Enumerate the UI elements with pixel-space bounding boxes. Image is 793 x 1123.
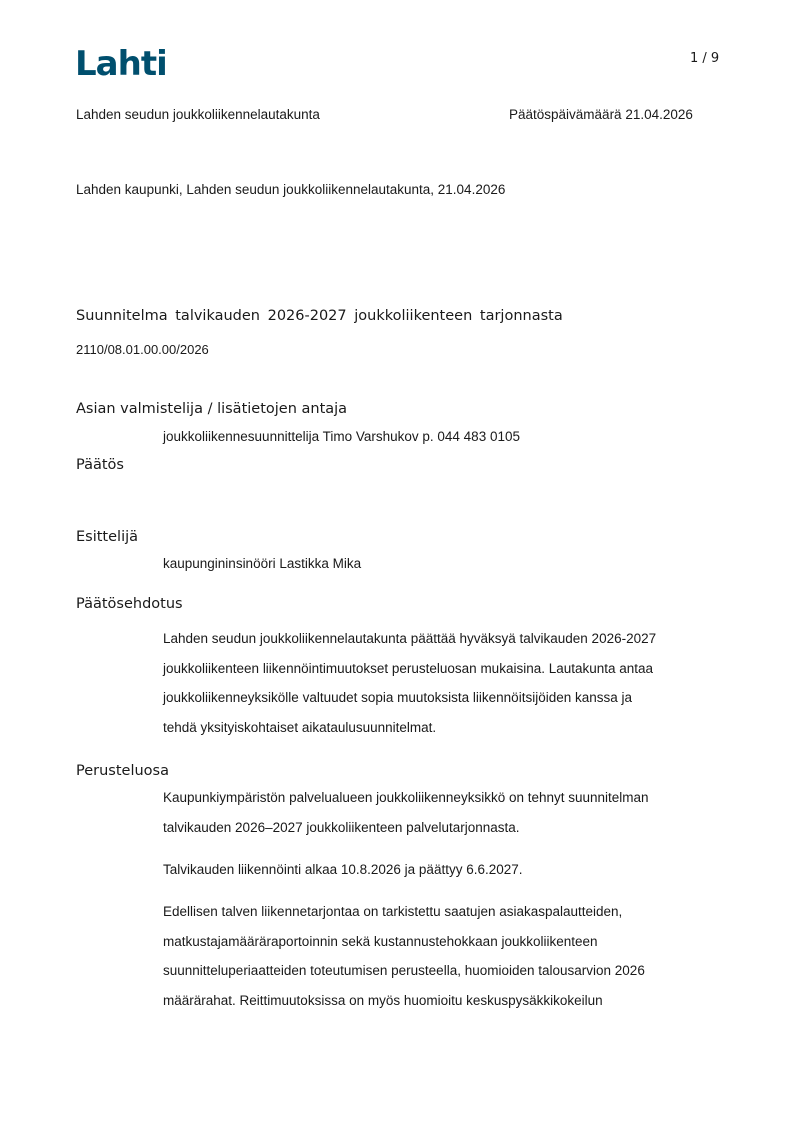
rationale-line: Kaupunkiympäristön palvelualueen joukkoliikenneyksikkö on tehnyt suunnitelman: [163, 790, 649, 805]
lahti-logo: Lahti: [75, 44, 167, 84]
rationale-line: talvikauden 2026–2027 joukkoliikenteen palvelutarjonnasta.: [163, 819, 520, 835]
proposal-line: joukkoliikenneyksikölle valtuudet sopia muutoksista liikennöitsijöiden kanssa ja: [163, 690, 633, 705]
decision-heading: Päätös: [76, 457, 124, 473]
proposal-line: joukkoliikenteen liikennöintimuutokset perusteluosan mukaisina. Lautakunta antaa: [163, 660, 654, 676]
preparer-value: joukkoliikennesuunnittelija Timo Varshukov p. 044 483 0105: [163, 429, 520, 444]
rationale-paragraph-3: [163, 897, 723, 1015]
document-title: Suunnitelma talvikauden 2026-2027 joukkoliikenteen tarjonnasta: [76, 308, 563, 324]
document-reference: 2110/08.01.00.00/2026: [76, 342, 209, 357]
rationale-line: suunnitteluperiaatteiden toteutumisen perusteella, huomioiden talousarvion 2026: [163, 963, 645, 978]
rationale-heading: Perusteluosa: [76, 763, 169, 779]
rationale-paragraph-1: [163, 783, 723, 842]
proposal-heading: Päätösehdotus: [76, 596, 183, 612]
page-number: 1 / 9: [690, 51, 720, 66]
rationale-line: matkustajamääräraportoinnin sekä kustannustehokkaan joukkoliikenteen: [163, 933, 598, 949]
rationale-line: Talvikauden liikennöinti alkaa 10.8.2026 ja päättyy 6.6.2027.: [163, 862, 523, 877]
meeting-line: Lahden kaupunki, Lahden seudun joukkoliikennelautakunta, 21.04.2026: [76, 182, 506, 197]
presenter-heading: Esittelijä: [76, 529, 139, 545]
preparer-heading: Asian valmistelija / lisätietojen antaja: [76, 401, 348, 417]
decision-date: Päätöspäivämäärä 21.04.2026: [509, 107, 693, 122]
rationale-line: Edellisen talven liikennetarjontaa on tarkistettu saatujen asiakaspalautteiden,: [163, 904, 623, 919]
committee-name: Lahden seudun joukkoliikennelautakunta: [76, 107, 320, 122]
presenter-value: kaupungininsinööri Lastikka Mika: [163, 556, 362, 571]
rationale-paragraph-2: [163, 855, 723, 885]
proposal-line: Lahden seudun joukkoliikennelautakunta päättää hyväksyä talvikauden 2026-2027: [163, 631, 657, 646]
proposal-line: tehdä yksityiskohtaiset aikataulusuunnitelmat.: [163, 719, 437, 735]
proposal-paragraph: [163, 624, 723, 742]
rationale-line: määrärahat. Reittimuutoksissa on myös huomioitu keskuspysäkkikokeilun: [163, 992, 603, 1008]
